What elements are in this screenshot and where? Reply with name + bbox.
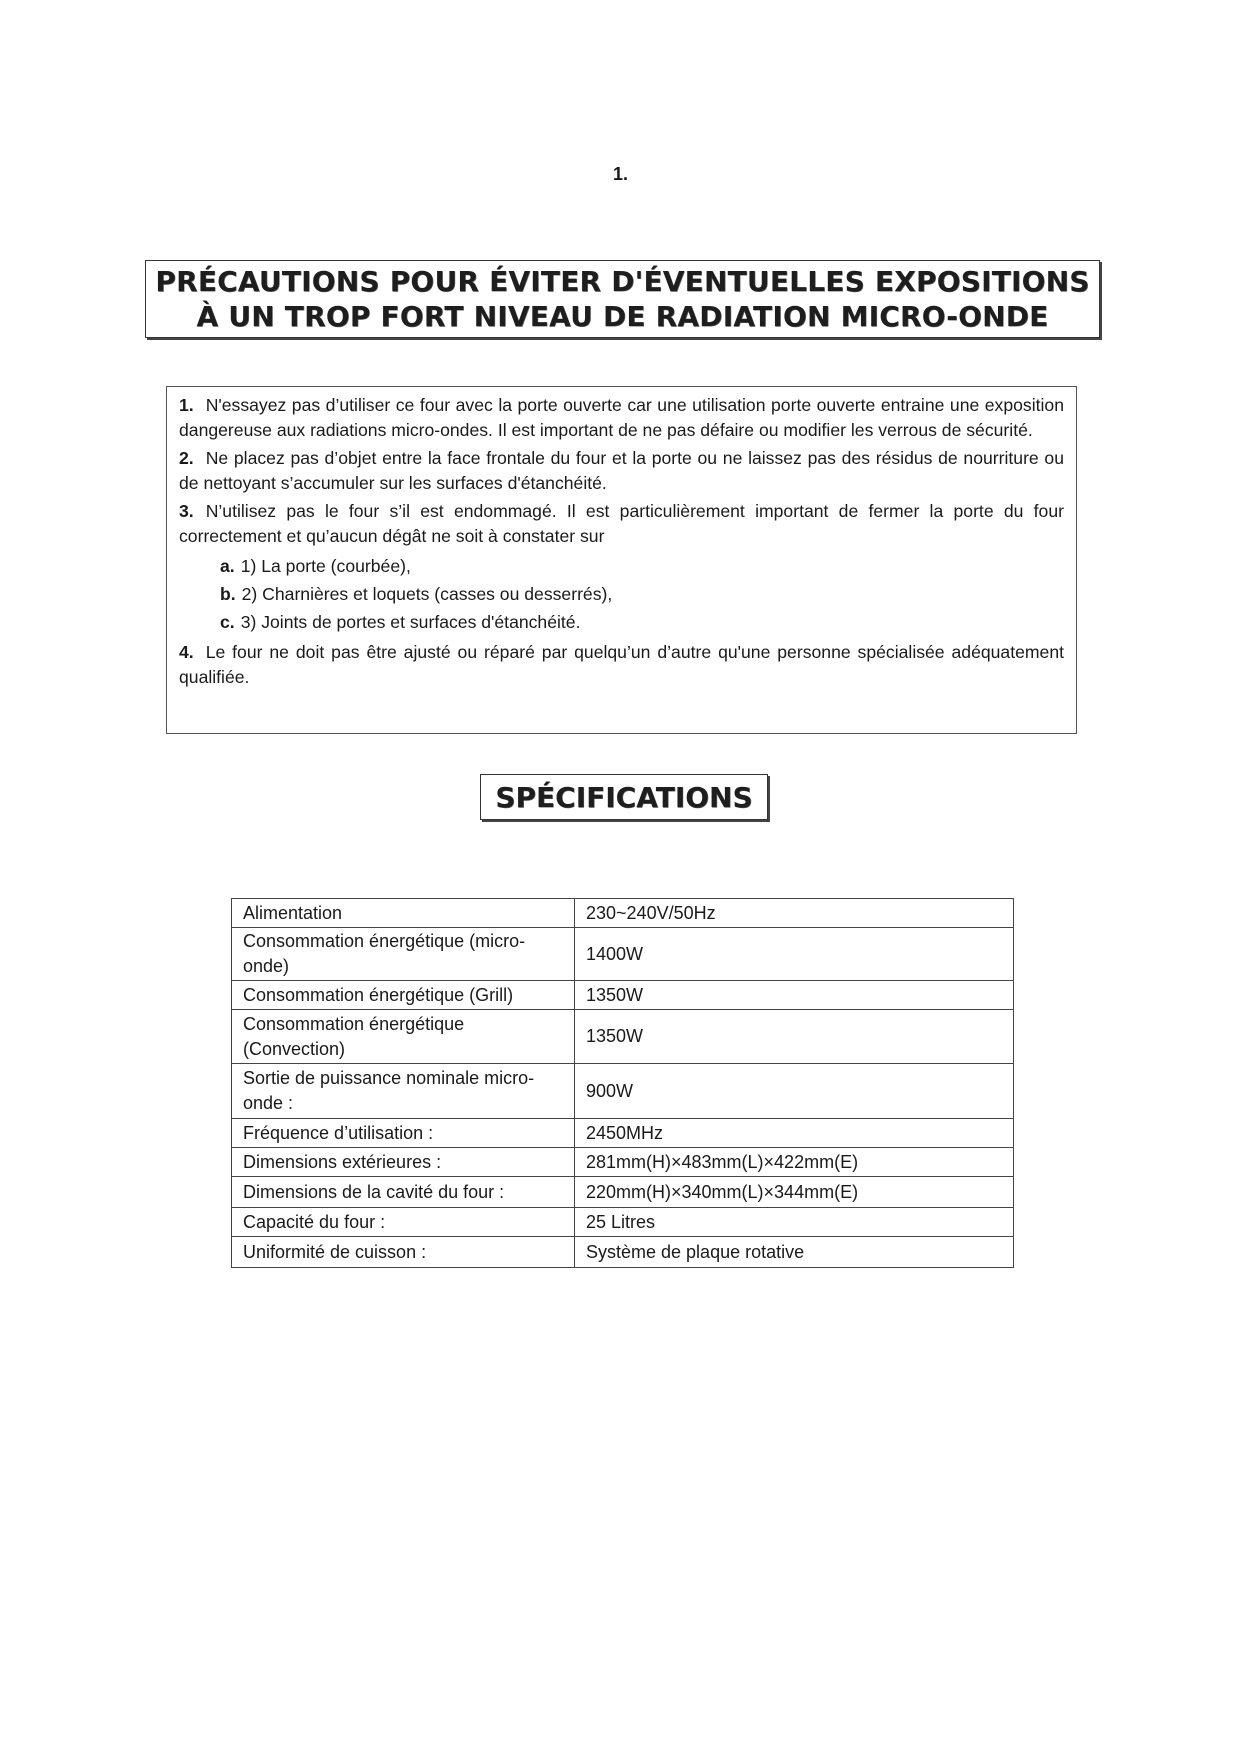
spec-value: 230~240V/50Hz	[575, 899, 1014, 928]
sub-item-text: 2) Charnières et loquets (casses ou desserrés),	[241, 584, 613, 604]
table-row	[232, 1010, 1014, 1064]
spec-label: Dimensions extérieures :	[232, 1148, 575, 1177]
table-row	[232, 1208, 1014, 1237]
spec-label: Dimensions de la cavité du four :	[232, 1177, 575, 1208]
sub-item-letter: c.	[220, 612, 235, 632]
precaution-number: 2.	[179, 448, 194, 468]
table-row	[232, 1119, 1014, 1148]
precaution-sub-item-b	[220, 580, 1064, 608]
page-number: 1.	[612, 164, 628, 184]
sub-item-text: 1) La porte (courbée),	[240, 556, 411, 576]
sub-item-text: 3) Joints de portes et surfaces d'étanchéité.	[240, 612, 581, 632]
sub-item-letter: a.	[220, 556, 235, 576]
precaution-text: N'essayez pas d’utiliser ce four avec la porte ouverte car une utilisation porte ouverte entraine une exposition dangereuse aux radiations micro-ondes. Il est important de ne pas défaire ou modifier les verrous de sécurité.	[179, 395, 1064, 440]
specifications-title: SPÉCIFICATIONS	[480, 774, 768, 820]
precaution-sub-item-a	[220, 552, 1064, 580]
spec-label: Uniformité de cuisson :	[232, 1237, 575, 1268]
table-row	[232, 928, 1014, 981]
table-row	[232, 899, 1014, 928]
spec-value: 1350W	[575, 981, 1014, 1010]
spec-value: 1400W	[575, 928, 1014, 981]
spec-value: 281mm(H)×483mm(L)×422mm(E)	[575, 1148, 1014, 1177]
table-row	[232, 1064, 1014, 1119]
spec-label: Fréquence d’utilisation :	[232, 1119, 575, 1148]
precaution-item-4	[179, 640, 1064, 690]
precaution-text: Le four ne doit pas être ajusté ou réparé par quelqu’un d’autre qu'une personne spécialisée adéquatement qualifiée.	[179, 642, 1064, 687]
specifications-table	[231, 898, 1014, 1268]
spec-value: Système de plaque rotative	[575, 1237, 1014, 1268]
spec-value: 2450MHz	[575, 1119, 1014, 1148]
spec-value: 25 Litres	[575, 1208, 1014, 1237]
spec-label: Capacité du four :	[232, 1208, 575, 1237]
spec-label: Consommation énergétique (Convection)	[232, 1010, 575, 1064]
spec-value: 900W	[575, 1064, 1014, 1119]
precaution-number: 4.	[179, 642, 194, 662]
table-row	[232, 1148, 1014, 1177]
precaution-item-2	[179, 446, 1064, 496]
spec-value: 220mm(H)×340mm(L)×344mm(E)	[575, 1177, 1014, 1208]
spec-label: Consommation énergétique (micro-onde)	[232, 928, 575, 981]
table-row	[232, 981, 1014, 1010]
spec-label: Consommation énergétique (Grill)	[232, 981, 575, 1010]
precaution-number: 3.	[179, 501, 194, 521]
table-row	[232, 1177, 1014, 1208]
spec-label: Alimentation	[232, 899, 575, 928]
precautions-title-box	[145, 260, 1100, 338]
table-row	[232, 1237, 1014, 1268]
precaution-sub-item-c	[220, 608, 1064, 636]
precaution-number: 1.	[179, 395, 194, 415]
precaution-sub-list	[220, 552, 1064, 636]
precaution-item-1	[179, 393, 1064, 443]
precautions-title-line-2: À UN TROP FORT NIVEAU DE RADIATION MICRO-ONDE	[196, 300, 1049, 333]
spec-label: Sortie de puissance nominale micro-onde :	[232, 1064, 575, 1119]
spec-value: 1350W	[575, 1010, 1014, 1064]
precaution-text: N’utilisez pas le four s’il est endommagé. Il est particulièrement important de fermer la porte du four correctement et qu’aucun dégât ne soit à constater sur	[179, 501, 1064, 546]
precautions-box	[166, 386, 1077, 734]
precautions-title-line-1: PRÉCAUTIONS POUR ÉVITER D'ÉVENTUELLES EXPOSITIONS	[155, 265, 1090, 298]
sub-item-letter: b.	[220, 584, 236, 604]
precaution-text: Ne placez pas d’objet entre la face frontale du four et la porte ou ne laissez pas des résidus de nourriture ou de nettoyant s’accumuler sur les surfaces d'étanchéité.	[179, 448, 1064, 493]
precaution-item-3	[179, 499, 1064, 549]
